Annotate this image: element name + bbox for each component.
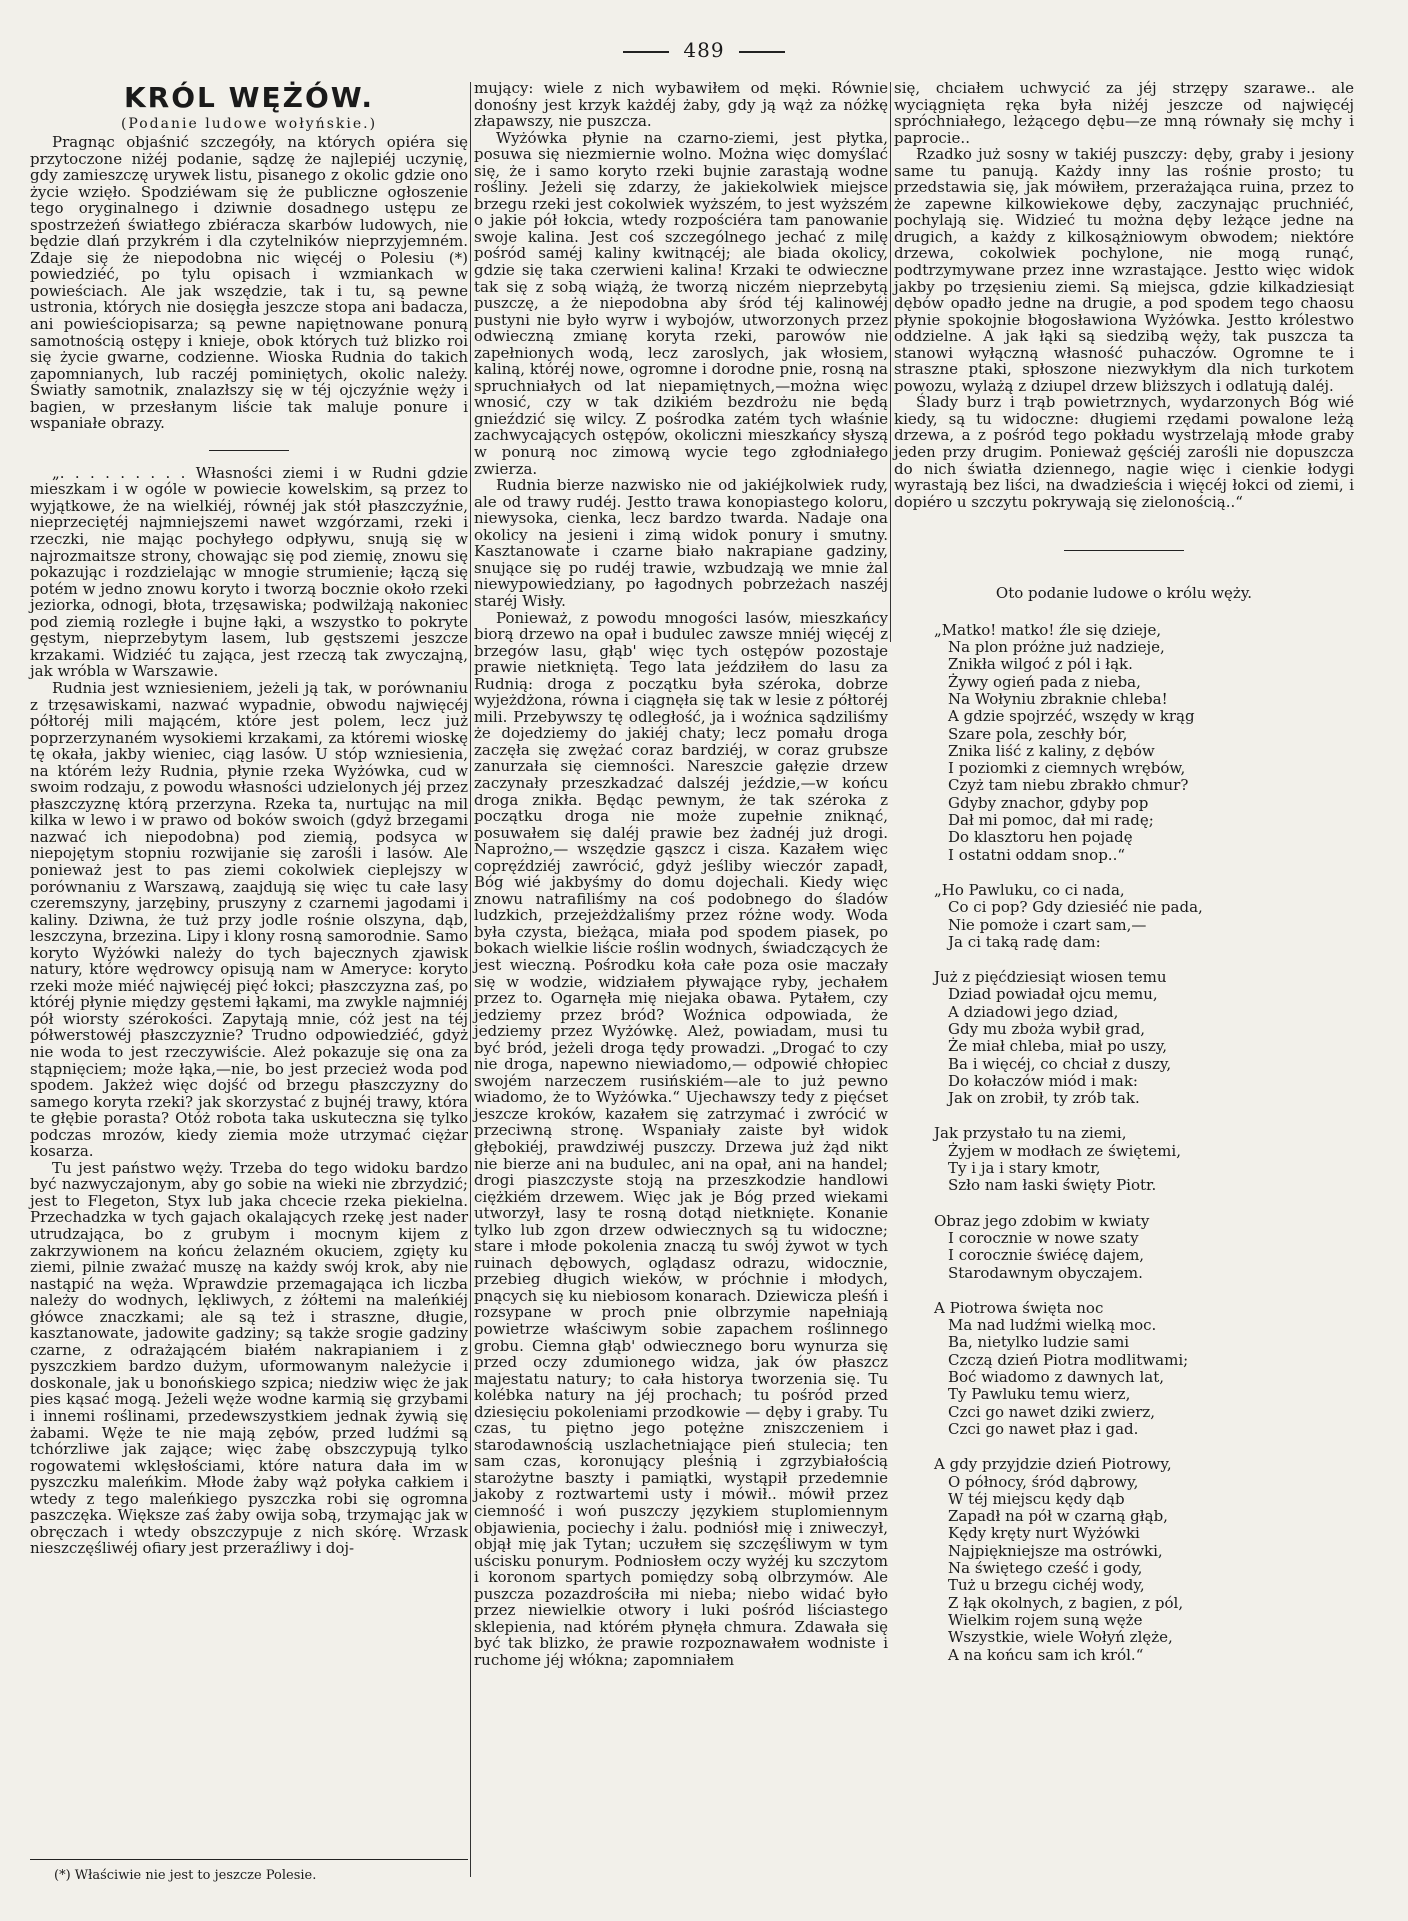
poem-line: O północy, śród dąbrowy, bbox=[948, 1472, 1139, 1491]
poem-line: Czczą dzień Piotra modlitwami; bbox=[948, 1350, 1189, 1369]
poem-line: Żyjem w modłach ze świętemi, bbox=[948, 1141, 1181, 1160]
poem bbox=[894, 622, 1354, 1664]
poem-line: I corocznie w nowe szaty bbox=[948, 1228, 1139, 1247]
poem-line: Znika liść z kaliny, z dębów bbox=[948, 741, 1155, 760]
poem-line: Szare pola, zeschły bór, bbox=[948, 724, 1128, 743]
article-title: KRÓL WĘŻÓW. bbox=[123, 81, 374, 114]
poem-line: Boć wiadomo z dawnych lat, bbox=[948, 1368, 1165, 1387]
poem-line: Na świętego cześć i gody, bbox=[948, 1559, 1143, 1578]
poem-line: Na plon próżne już nadzieje, bbox=[948, 638, 1165, 657]
poem-line: Najpiękniejsze ma ostrówki, bbox=[948, 1541, 1163, 1560]
poem-line: Jak on zrobił, ty zrób tak. bbox=[948, 1089, 1140, 1108]
poem-line: A gdzie spojrzéć, wszędy w krąg bbox=[948, 707, 1195, 726]
poem-line: I ostatni oddam snop..“ bbox=[948, 845, 1126, 864]
poem-line: Do kołaczów miód i mak: bbox=[948, 1071, 1138, 1090]
poem-line: Wielkim rojem suną węże bbox=[948, 1610, 1143, 1629]
poem-line: Czci go nawet dziki zwierz, bbox=[948, 1402, 1156, 1421]
paragraph: Tu jest państwo węży. Trzeba do tego widoku bardzo być nazwyczajonym, aby go sobie na wieki nie zbrzydzić; jest to Flegeton, Styx lub jaka chcecie rzeka piekielna. Przechadzka w tych gajach okalających rzekę jest nader utrudzająca, bo z grubym i mocnym kijem z zakrzywionem na końcu żelazném okuciem, zgięty ku ziemi, pilnie zważać muszę na każdy swój krok, aby nie nastąpić na węża. Wprawdzie przemagająca ich liczba należy do wodnych, lękliwych, z żółtemi na maleńkiéj główce znaczkami; ale są też i straszne, długie, kasztanowate, jadowite gadziny; są także srogie gadziny czarne, z odrażającém białém nakrapianiem i z pyszczkiem bardzo dużym, uformowanym należycie i doskonale, jak u bonońskiego szpica; niedziw więc że jak pies kąsać mogą. Jeżeli węże wodne karmią się grzybami i innemi roślinami, przedewszystkiem jednak żywią się żabami. Węże te nie mają zębów, przed ludźmi są tchórzliwe jak zające; więc żabę obszczypują tylko rogowatemi wklęsłościami, które natura dała im w pyszczku maleńkim. Młode żaby wąż połyka całkiem i wtedy z tego maleńkiego pyszczka robi się ogromna paszczęka. Większe zaś żaby owija sobą, trzymając jak w obręczach i wtedy obszczypuje z nich skórę. Wrzask nieszczęśliwéj ofiary jest przeraźliwy i doj- bbox=[30, 1158, 468, 1558]
paragraph: Rzadko już sosny w takiéj puszczy: dęby, graby i jesiony same tu panują. Każdy inny las rośnie prosto; tu przedstawia się, jak mówiłem, przerażająca ruina, przez to że zapewne kilkowiekowe dęby, zaczynając pruchniéć, pochylają się. Widzieć tu można dęby leżące jedne na drugich, a każdy z kilkosążniowym obwodem; niektóre drzewa, cokolwiek pochylone, nie mogą runąć, podtrzymywane przez inne wzrastające. Jestto więc widok jakby po trzęsieniu ziemi. Są miejsca, gdzie kilkadziesiąt dębów opadło jedne na drugie, a pod spodem tego chaosu płynie spokojnie błogosławiona Wyżówka. Jestto królestwo oddzielne. A jak łąki są siedzibą węży, tak puszcza ta stanowi wyłączną własność puhaczów. Ogromne te i straszne ptaki, spłoszone niezwykłym dla nich turkotem powozu, wylażą z dziupel drzew bliższych i odlatują daléj. bbox=[894, 145, 1354, 395]
poem-line: Ba, nietylko ludzie sami bbox=[948, 1333, 1130, 1352]
poem-line: W téj miejscu kędy dąb bbox=[948, 1489, 1125, 1508]
paragraph: Pragnąc objaśnić szczegóły, na których opiéra się przytoczone niżéj podanie, sądzę że najlepiéj uczynię, gdy zamieszczę urywek listu, pisanego z okolic gdzie ono życie wzięło. Spodziéwam się że publiczne ogłoszenie tego oryginalnego i dziwnie dosadnego ustępu ze spostrzeżeń światłego zbiéracza skarbów ludowych, nie będzie dlań przykrém i dla czytelników nieprzyjemném. Zdaje się że niepodobna nic więcéj o Polesiu (*) powiedziéć, po tylu opisach i wzmiankach w powieściach. Ale jak wszędzie, tak i tu, są pewne ustronia, których nie dosięgła jeszcze stopa ani badacza, ani powieściopisarza; są pewne napiętnowane ponurą samotnością ostępy i knieje, obok których tuż blizko roi się życie gwarne, codzienne. Wioska Rudnia do takich zapomnianych, lub raczéj pominiętych, okolic należy. Światły samotnik, znalazłszy się w téj ojczyźnie węży i bagien, w przesłanym liście tak maluje ponure i wspaniałe obrazy. bbox=[30, 133, 468, 433]
paragraph: się, chciałem uchwycić za jéj strzępy szarawe.. ale wyciągnięta ręka była niżéj jeszcze od najwięcéj spróchniałego, leżącego dębu—ze mną równały się mchy i paprocie.. bbox=[894, 79, 1354, 147]
poem-line: Obraz jego zdobim w kwiaty bbox=[934, 1211, 1150, 1230]
page-number: 489 bbox=[0, 38, 1408, 62]
column-divider bbox=[470, 82, 471, 1877]
poem-line: „Matko! matko! źle się dzieje, bbox=[934, 620, 1162, 639]
poem-line: I corocznie świécę dajem, bbox=[948, 1246, 1145, 1265]
poem-line: Co ci pop? Gdy dziesiéć nie pada, bbox=[948, 898, 1203, 917]
poem-line: Szło nam łaski święty Piotr. bbox=[948, 1176, 1157, 1195]
poem-line: A na końcu sam ich król.“ bbox=[948, 1645, 1144, 1664]
poem-line: Wszystkie, wiele Wołyń zlęże, bbox=[948, 1628, 1173, 1647]
poem-stanza bbox=[934, 622, 1354, 864]
section-divider bbox=[209, 450, 289, 451]
paragraph: Rudnia bierze nazwisko nie od jakiéjkolwiek rudy, ale od trawy rudéj. Jestto trawa konopiastego koloru, niewysoka, cienka, lecz bardzo twarda. Nadaje ona okolicy na jesieni i zimą widok ponury i smutny. Kasztanowate i czarne biało nakrapiane gadziny, snujące się po rudéj trawie, wzbudzają we mnie żal niewypowiedziany, po łagodnych pobrzeżach naszéj staréj Wisły. bbox=[474, 476, 888, 610]
poem-stanza bbox=[934, 882, 1354, 951]
poem-line: Starodawnym obyczajem. bbox=[948, 1263, 1143, 1282]
poem-line: A gdy przyjdzie dzień Piotrowy, bbox=[934, 1455, 1172, 1474]
column-2 bbox=[474, 80, 888, 1669]
section-divider bbox=[1064, 550, 1184, 551]
poem-line: Znikła wilgoć z pól i łąk. bbox=[948, 655, 1133, 674]
poem-line: Zapadł na pół w czarną głąb, bbox=[948, 1507, 1168, 1526]
article-subtitle: (Podanie ludowe wołyńskie.) bbox=[120, 116, 378, 132]
poem-line: Czyż tam niebu zbrakło chmur? bbox=[948, 776, 1189, 795]
poem-intro: Oto podanie ludowe o królu węży. bbox=[995, 584, 1253, 603]
poem-line: Ty i ja i stary kmotr, bbox=[948, 1159, 1101, 1178]
poem-stanza bbox=[934, 969, 1354, 1107]
paragraph: mujący: wiele z nich wybawiłem od męki. Równie donośny jest krzyk każdéj żaby, gdy ją wąż za nóżkę złapawszy, nie puszcza. bbox=[474, 79, 888, 131]
footnote: (*) Właściwie nie jest to jeszcze Polesie. bbox=[54, 1868, 317, 1883]
poem-line: Tuż u brzegu cichéj wody, bbox=[948, 1576, 1145, 1595]
poem-stanza bbox=[934, 1300, 1354, 1438]
paragraph: „. . . . . . . . . Własności ziemi i w Rudni gdzie mieszkam i w ogóle w powiecie kowelskim, są przez to wyjątkowe, że na wielkiéj, równéj jak stół płaszczyźnie, nieprzeciętéj najmniejszemi nawet wzgórzami, rzeki i rzeczki, nie mając pochyłego odpływu, snują się w najrozmaitsze strony, chowając się pod ziemię, znowu się pokazując i rozdzielając w mnogie strumienie; łączą się potém w jedno znowu koryto i tworzą bocznie około rzeki jeziorka, odnogi, błota, trzęsawiska; podwilżają nakoniec pod ziemią rozległe i bujne łąki, a wszystko to pokryte gęstym, nieprzebytym lasem, lub gęstszemi jeszcze krzakami. Widziéć tu zająca, jest rzeczą tak zwyczajną, jak wróbla w Warszawie. bbox=[30, 463, 468, 681]
poem-line: Dziad powiadał ojcu memu, bbox=[948, 985, 1158, 1004]
footnote-divider bbox=[30, 1859, 468, 1860]
poem-stanza bbox=[934, 1125, 1354, 1194]
paragraph: Wyżówka płynie na czarno-ziemi, jest płytka, posuwa się niezmiernie wolno. Można więc domyślać się, że i samo koryto rzeki bujnie zarastają wodne rośliny. Jeżeli się zdarzy, że jakiekolwiek miejsce brzegu rzeki jest cokolwiek wyższém, to jest wyższém o jakie pół łokcia, wtedy rozpościéra tam panowanie swoje kalina. Jest coś szczególnego jechać z milę pośród saméj kaliny kwitnącéj; ale biada okolicy, gdzie się taka czerwieni kalina! Krzaki te odwieczne tak się z sobą wiążą, że tworzą niczém nieprzebytą puszczę, a że niepodobna aby śród téj kalinowéj pustyni nie było wyrw i wybojów, utworzonych przez odwieczną zmianę koryta rzeki, parowów nie zapełnionych wodą, lecz zaroslych, jak włosiem, kaliną, któréj nowe, ogromne i dorodne pnie, rosną na spruchniałych od lat niepamiętnych,—można więc wnosić, czy w tak dzikiém bezdrożu nie będą gnieździć się wilcy. Z pośrodka zatém tych właśnie zachwycających ostępów, okoliczni mieszkańcy słyszą w ponurą noc zimową wycie tego zgłodniałego zwierza. bbox=[474, 128, 888, 478]
column-divider bbox=[890, 82, 891, 642]
poem-line: Jak przystało tu na ziemi, bbox=[934, 1124, 1127, 1143]
paragraph: Ślady burz i trąb powietrznych, wydarzonych Bóg wié kiedy, są tu widoczne: długiemi rzędami powalone leżą drzewa, a z pośród tego pokładu wystrzelają młode graby jeden przy drugim. Ponieważ gęściéj zarośli nie dopuszcza do nich światła dziennego, nagie więc i cienkie łodygi wyrastają bez liści, na dwadzieścia i więcéj łokci od ziemi, i dopiéro u szczytu pokrywają się zielonością..“ bbox=[894, 393, 1354, 511]
poem-stanza bbox=[934, 1213, 1354, 1282]
poem-line: Ba i więcéj, co chciał z duszy, bbox=[948, 1054, 1172, 1073]
poem-line: Z łąk okolnych, z bagien, z pól, bbox=[948, 1593, 1184, 1612]
poem-line: Ma nad ludźmi wielką moc. bbox=[948, 1316, 1157, 1335]
poem-line: Gdy mu zboża wybił grad, bbox=[948, 1020, 1146, 1038]
poem-line: Do klasztoru hen pojadę bbox=[948, 828, 1133, 847]
poem-line: Gdyby znachor, gdyby pop bbox=[948, 793, 1149, 812]
poem-line: Żywy ogień pada z nieba, bbox=[948, 672, 1141, 691]
poem-line: Dał mi pomoc, dał mi radę; bbox=[948, 811, 1154, 830]
poem-line: Na Wołyniu zbraknie chleba! bbox=[948, 689, 1168, 708]
column-3 bbox=[894, 80, 1354, 1682]
poem-line: I poziomki z ciemnych wrębów, bbox=[948, 759, 1186, 778]
poem-line: Czci go nawet płaz i gad. bbox=[948, 1419, 1139, 1438]
poem-stanza bbox=[934, 1456, 1354, 1664]
poem-line: Że miał chleba, miał po uszy, bbox=[948, 1037, 1167, 1056]
poem-line: „Ho Pawluku, co ci nada, bbox=[934, 880, 1125, 899]
paragraph: Rudnia jest wzniesieniem, jeżeli ją tak, w porównaniu z trzęsawiskami, nazwać wypadnie, obwodu najwięcéj półtoréj mili mającém, które jest polem, lecz już poprzerzynaném wysokiemi krzakami, za któremi wioskę tę okała, jakby wieniec, ciąg lasów. U stóp wzniesienia, na którém leży Rudnia, płynie rzeka Wyżówka, cud w swoim rodzaju, z powodu własności udzielonych jéj przez płaszczyznę którą przerzyna. Rzeka ta, nurtując na mil kilka w lewo i w prawo od boków swoich (gdyż brzegami nazwać ich niepodobna) pod ziemią, podsyca w niepojętym stopniu rozwijanie się zarośli i lasów. Ale ponieważ jest to pas ziemi cokolwiek cieplejszy w porównaniu z Warszawą, zaajdują się więc tu całe lasy czeremszyny, jarzębiny, pruszyny z czarnemi jagodami i kaliny. Dziwna, że tuż przy jodle rośnie olszyna, dąb, leszczyna, brzezina. Lipy i klony rosną samorodnie. Samo koryto Wyżówki należy do tych bajecznych zjawisk natury, które wędrowcy opisują nam w Ameryce: koryto rzeki może miéć najwięcéj pięć łokci; płaszczyzna zaś, po któréj płynie między gęstemi łąkami, ma zwykle najmniéj pół wiorsty szérokości. Zapytają mnie, cóż jest na téj półwerstowéj płaszczyznie? Trudno odpowiedziéć, gdyż nie woda to jest rzeczywiście. Alеż pokazuje się ona za stąpnięciem; może łąka,—nie, bo jest przecież woda pod spodem. Jakżeż więc dojść od brzegu płaszczyzny do samego koryta rzeki? jak skorzystać z bujnéj trawy, która te głębie porasta? Otóż robota taka uskuteczna się tylko podczas mrozów, kiedy ziemia może utrzymać ciężar kosarza. bbox=[30, 678, 468, 1161]
poem-line: Już z pięćdziesiąt wiosen temu bbox=[934, 968, 1167, 987]
poem-line: Ja ci taką radę dam: bbox=[948, 932, 1101, 951]
poem-line: A dziadowi jego dziad, bbox=[948, 1002, 1119, 1021]
paragraph: Ponieważ, z powodu mnogości lasów, mieszkańcy biorą drzewo na opał i budulec zawsze mniéj więcéj z brzegów lasu, głąb' więc tych ostępów pozostaje prawie nietkniętą. Tego lata jeździłem do lasu za Rudnią: droga z początku była széroka, dobrze wyjeżdżona, równa i ciągnęła się tak w lesie z półtoréj mili. Przebywszy tę odległość, ja i woźnica sądziliśmy że dojedziemy do jakiéj chaty; lecz pomału droga zaczęła się zwężać coraz bardziéj, w coraz grubsze zanurzała się ciemności. Nareszcie gałęzie drzew zaczynały przeszkadzać dalszéj jeździe,—w końcu droga znikła. Będąc pewnym, że tak széroka z początku droga nie może zupełnie zniknąć, posuwałem się daléj prawie bez żadnéj już drogi. Naprożno,— wszędzie gąszcz i cisza. Kazałem więc copręździéj zawrócić, gdyż jeśliby wieczór zapadł, Bóg wié jakbyśmy do domu dojechali. Kiedy więc znowu natrafiliśmy na coś podobnego do śladów ludzkich, przejeżdżaliśmy przez różne wody. Woda była czysta, bieżąca, miała pod spodem piasek, po bokach wielkie liście roślin wodnych, świadczących że jest wieczną. Pośrodku koła całe poza osie maczały się w wodzie, widziałem pływające ryby, jechałem przez to. Ogarnęła mię niejaka obawa. Pytałem, czy jedziemy przez bród? Woźnica odpowiada, że jedziemy przez Wyżówkę. Alеż, powiadam, musi tu być bród, jeżeli droga tędy prowadzi. „Drogać to czy nie droga, napewno niewiadomo,— odpowié chłopiec swojém narzeczem rusińskiém—ale to już pewno wiadomo, że to Wyżówka.“ Ujechawszy tedy z pięćset jeszcze kroków, kazałem się zatrzymać i zwrócić w przeciwną stronę. Wspaniały zaiste był widok głębokiéj, prawdziwéj puszczy. Drzewa już żąd nikt nie bierze ani na budulec, ani na opał, ani na handel; drogi piaszczyste stoją na przeszkodzie handlowi ciężkiém drzewem. Więc jak je Bóg przed wiekami utworzył, lasy te rosną dotąd nietknięte. Konanie tylko lub zgon drzew odwiecznych są tu widoczne; stare i młode pokolenia znaczą tu swój żywot w tych ruinach dębowych, oglądasz odrazu, widocznie, przebieg długich wieków, w próchnie i młodych, pnących się ku niebiosom konarach. Dziewicza pleśń i rozsypane w proch pnie olbrzymie napełniają powietrze właściwym sobie zapachem roślinnego grobu. Ciemna głąb' odwiecznego boru wynurza się przed oczy zdumionego widza, jak ów płaszcz majestatu natury; to cała historya tworzenia się. Tu kolébka natury na jéj prochach; tu pośród przed dziesięciu pokoleniami przodkowie — dęby i graby. Tu czas, tu piętno jego potężne zniszczeniem i starodawnością uszlachetniające pień stulecia; ten sam czas, koronujący pleśnią i zgrzybiałością starożytne baszty i pamiątki, wystąpił przedemnie jakoby z roztwartemi usty i mówił.. mówił przez ciemność i woń puszczy językiem stuplomiennym objawienia, pociechy i żalu. podniósł mię i zniweczył, objął mię jak Tytan; uczułem się szczęśliwym w tym uścisku ponurym. Podniosłem oczy wyżéj ku szczytom i koronom spartych pomiędzy sobą olbrzymów. Ale puszcza pozazdrościła mi nieba; niebo widać było przez niewielkie otwory i luki pośród liściastego sklepienia, nad którém płynęła chmura. Zdawała się być tak blizko, że prawie rozpoznawałem wodniste i ruchome jéj włókna; zapomniałem bbox=[474, 608, 888, 1669]
poem-line: Nie pomoże i czart sam,— bbox=[948, 915, 1147, 934]
poem-line: Ty Pawluku temu wierz, bbox=[948, 1385, 1131, 1404]
poem-line: A Piotrowa święta noc bbox=[934, 1298, 1104, 1317]
column-1 bbox=[30, 80, 468, 1557]
poem-line: Kędy kręty nurt Wyżówki bbox=[948, 1524, 1140, 1543]
